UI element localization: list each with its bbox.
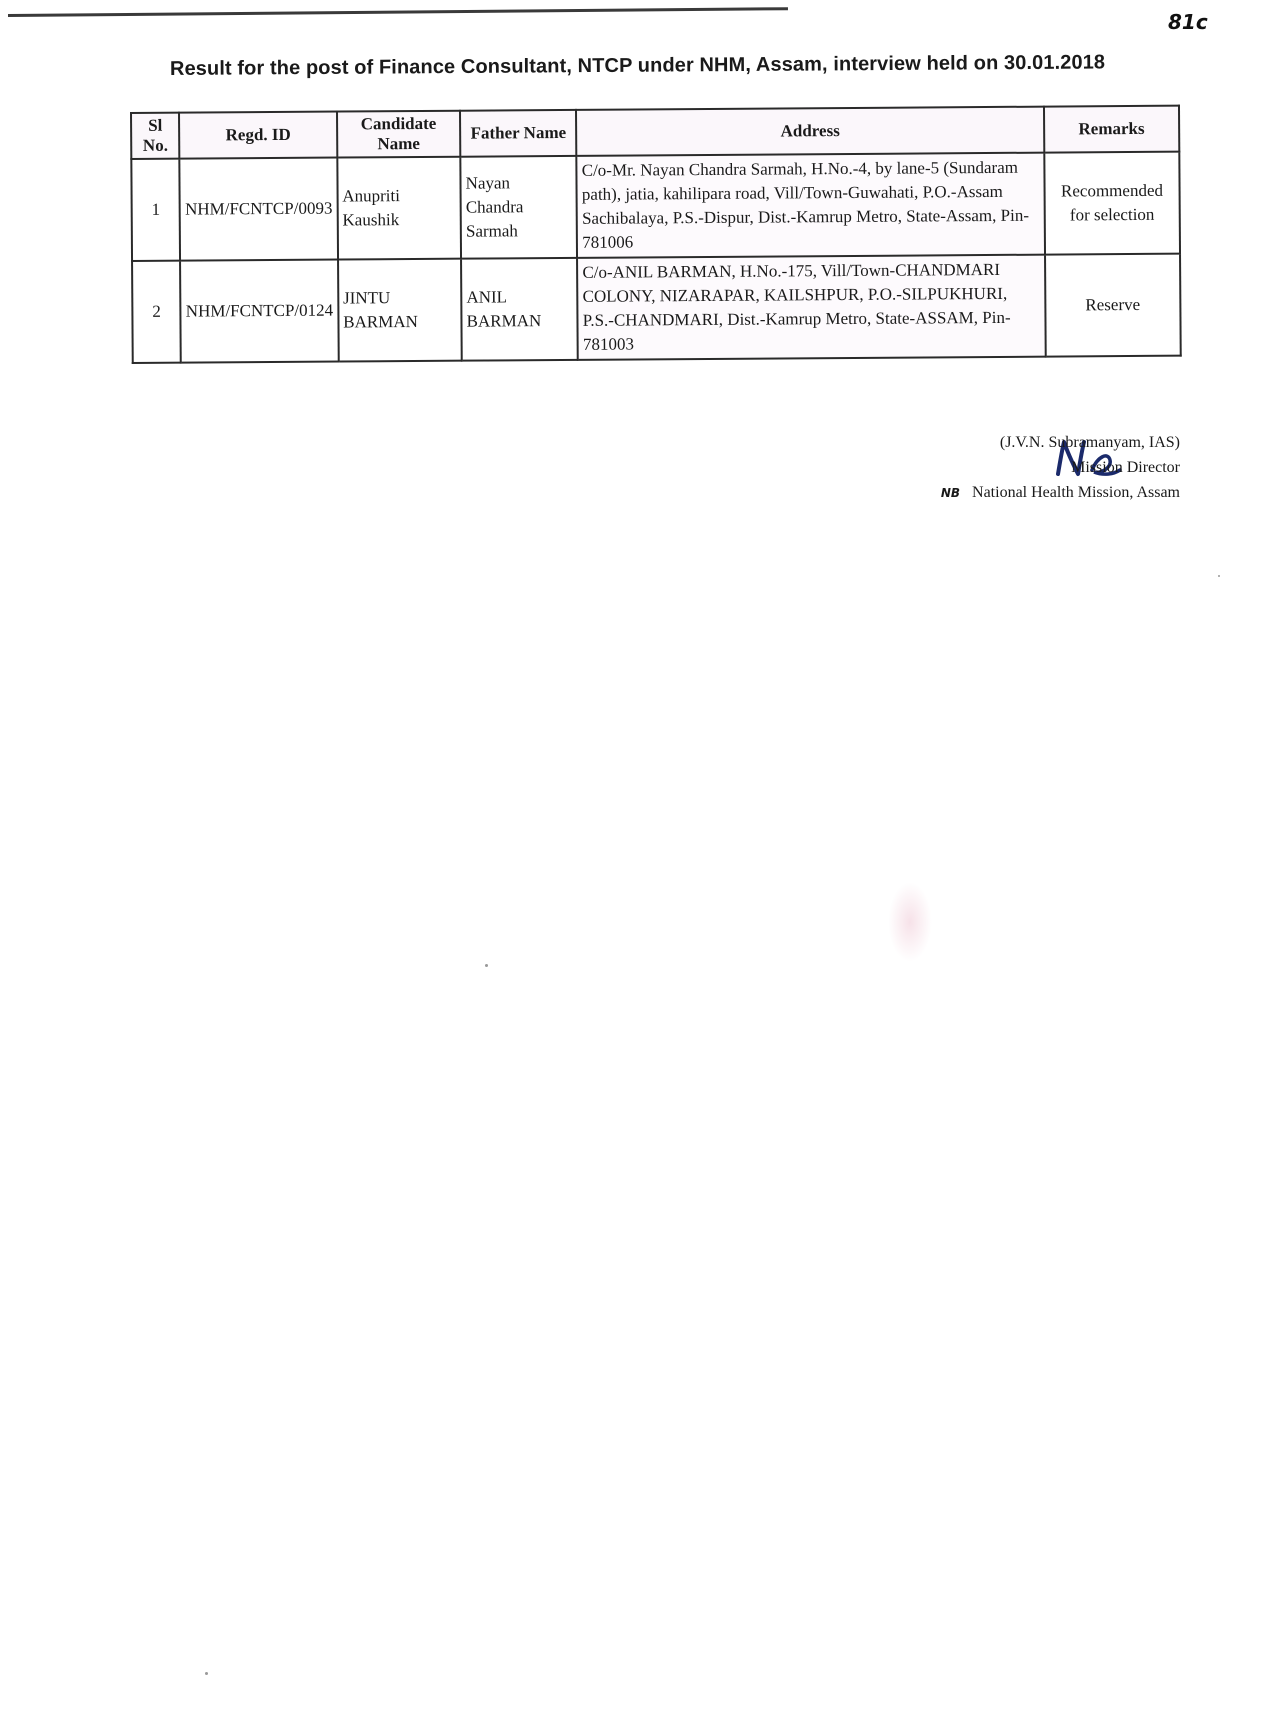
header-sl-no: Sl No. [131,113,180,159]
cell-sl-no: 2 [132,261,181,363]
table-row [132,254,1181,363]
header-remarks: Remarks [1044,106,1180,153]
document-title: Result for the post of Finance Consultant, NTCP under NHM, Assam, interview held on 30.01.2018 [169,51,1106,80]
header-candidate-name: Candidate Name [337,111,461,158]
cell-candidate-name: Anupriti Kaushik [337,157,461,260]
cell-father-name: Nayan Chandra Sarmah [460,156,577,259]
header-regd-id: Regd. ID [179,112,337,159]
signature-block [880,430,1180,506]
signatory-name: (J.V.N. Subramanyam, IAS) [999,434,1180,451]
cell-father-name: ANIL BARMAN [461,258,578,361]
cell-address: C/o-ANIL BARMAN, H.No.-175, Vill/Town-CHANDMARI COLONY, NIZARAPAR, KAILSHPUR, P.O.-SILPUKHURI, P.S.-CHANDMARI, Dist.-Kamrup Metro, State-ASSAM, Pin-781003 [577,255,1045,360]
header-father-name: Father Name [460,110,576,157]
cell-sl-no: 1 [131,159,180,261]
cell-regd-id: NHM/FCNTCP/0124 [180,260,338,363]
signatory-organization: National Health Mission, Assam [972,484,1180,501]
cell-address: C/o-Mr. Nayan Chandra Sarmah, H.No.-4, by lane-5 (Sundaram path), jatia, kahilipara road, Vill/Town-Guwahati, P.O.-Assam Sachibalaya, P.S.-Dispur, Dist.-Kamrup Metro, State-Assam, Pin-781006 [577,153,1045,258]
cell-candidate-name: JINTU BARMAN [338,259,462,362]
stain-mark [888,882,932,962]
scan-speck [485,964,488,967]
header-address: Address [576,107,1044,156]
initials-mark: NB [940,486,961,500]
cell-remarks: Reserve [1045,254,1181,357]
cell-regd-id: NHM/FCNTCP/0093 [180,158,338,261]
table-header-row [131,106,1179,159]
table-row [131,152,1180,261]
cell-remarks: Recommended for selection [1044,152,1180,255]
result-table [130,105,1182,364]
signatory-organization-line [880,480,1180,506]
scan-speck [205,1672,208,1675]
top-rule [8,7,788,17]
signatory-designation: Mission Director [1071,459,1180,476]
page-number: 81c [1168,10,1208,34]
scan-speck [1218,575,1220,577]
